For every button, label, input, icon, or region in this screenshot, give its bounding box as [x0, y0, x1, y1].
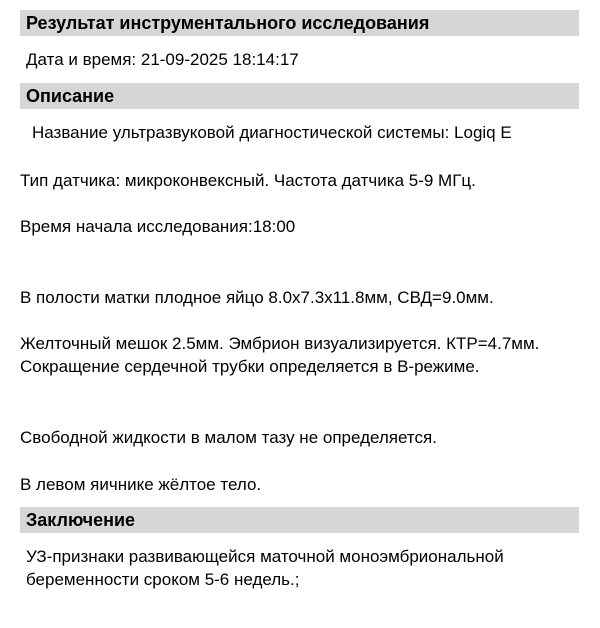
ovary-findings: В левом яичнике жёлтое тело.: [20, 475, 262, 494]
ultrasound-system-name: Название ультразвуковой диагностической системы: Logiq E: [32, 123, 512, 142]
report-title-header: Результат инструментального исследования: [20, 10, 579, 36]
description-header: Описание: [20, 83, 579, 109]
free-fluid-findings: Свободной жидкости в малом тазу не определяется.: [20, 428, 437, 447]
conclusion-text: УЗ-признаки развивающейся маточной моноэмбриональной беременности сроком 5-6 недель.;: [26, 547, 504, 589]
uterus-findings: В полости матки плодное яйцо 8.0х7.3х11.8мм, СВД=9.0мм.: [20, 288, 494, 307]
yolk-sac-embryo-findings: Желточный мешок 2.5мм. Эмбрион визуализируется. КТР=4.7мм. Сокращение сердечной трубки определяется в В-режиме.: [20, 334, 540, 376]
exam-start-time: Время начала исследования:18:00: [20, 217, 296, 236]
conclusion-header: Заключение: [20, 507, 579, 533]
probe-type: Тип датчика: микроконвексный. Частота датчика 5-9 МГц.: [20, 171, 476, 190]
report-datetime: Дата и время: 21-09-2025 18:14:17: [26, 50, 299, 69]
